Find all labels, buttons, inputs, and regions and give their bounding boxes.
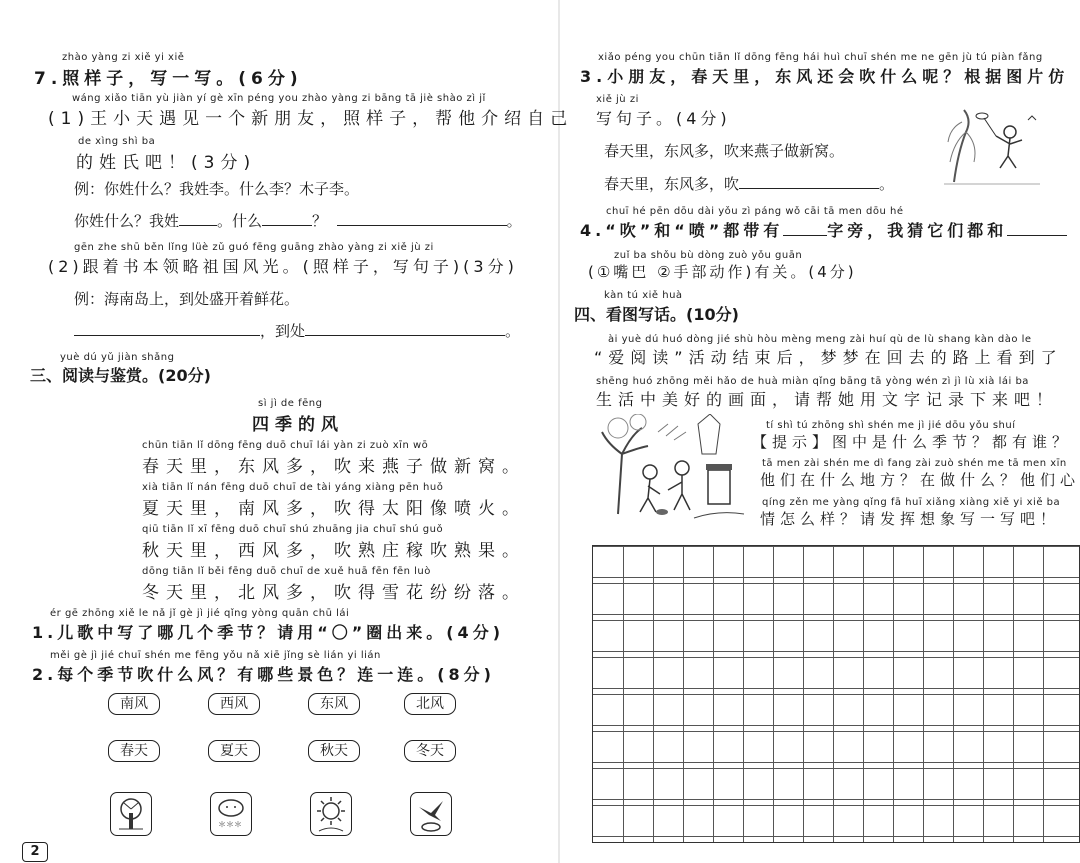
wind-box-east[interactable]: 东风	[308, 693, 360, 715]
q7-title: 7.照样子，写一写。(6分)	[34, 69, 303, 89]
q7-p1b-pinyin: de xìng shì ba	[78, 136, 156, 147]
sec4-title: 四、看图写话。(10分)	[574, 305, 739, 324]
blank-4[interactable]	[74, 321, 260, 336]
sec4-line2-pinyin: shēng huó zhōng měi hǎo de huà miàn qǐng bāng tā yòng wén zì jì lù xià lái ba	[596, 376, 1029, 387]
q3-text: 3.小朋友，春天里，东风还会吹什么呢？根据图片仿	[580, 67, 1070, 86]
sec4-line2: 生活中美好的画面，请帮她用文字记录下来吧！	[596, 390, 1059, 409]
season-box-autumn[interactable]: 秋天	[308, 740, 360, 762]
hint-line1: 【提示】图中是什么季节？都有谁？	[752, 433, 1073, 451]
page-number: 2	[22, 842, 48, 862]
q3-pinyin: xiǎo péng you chūn tiān lǐ dōng fēng hái huì chuī shén me ne gēn jù tú piàn fǎng	[598, 52, 1043, 63]
q4-pinyin: chuī hé pēn dōu dài yǒu zì páng wǒ cāi tā men dōu hé	[606, 206, 904, 217]
hint2-pinyin: tā men zài shén me dì fang zài zuò shén me tā men xīn	[762, 458, 1067, 469]
poem-line-2: 夏天里，南风多，吹得太阳像喷火。	[142, 499, 526, 519]
fill-line-1	[74, 210, 522, 231]
q4-blank-1[interactable]	[783, 221, 827, 236]
q7-p1b-text: 的姓氏吧！(3分)	[76, 153, 257, 173]
fill2-text-a: ，到处	[260, 322, 306, 340]
poem-title-pinyin: sì jì de fēng	[258, 398, 323, 409]
q3b-text: 写句子。(4分)	[596, 109, 731, 128]
q3b-pinyin: xiě jù zi	[596, 94, 639, 105]
q7-pinyin: zhào yàng zi xiě yi xiě	[62, 52, 185, 63]
example-2: 例：海南岛上，到处盛开着鲜花。	[74, 290, 300, 308]
fill2-text-b: 。	[505, 322, 521, 340]
poem-title: 四季的风	[252, 415, 344, 435]
swallow-icon[interactable]	[410, 792, 452, 836]
q2-pinyin: měi gè jì jié chuī shén me fēng yǒu nǎ xiē jǐng sè lián yi lián	[50, 650, 381, 661]
wind-box-west[interactable]: 西风	[208, 693, 260, 715]
tree-icon[interactable]	[110, 792, 152, 836]
poem-line-3: 秋天里，西风多，吹熟庄稼吹熟果。	[142, 541, 526, 561]
hint-pinyin: tí shì tú zhōng shì shén me jì jié dōu yǒu shuí	[766, 420, 1016, 431]
sec4-pinyin: kàn tú xiě huà	[604, 290, 683, 301]
season-box-summer[interactable]: 夏天	[208, 740, 260, 762]
q3-sentence-2	[604, 173, 894, 194]
blank-5[interactable]	[305, 321, 505, 336]
q7-p1-pinyin: wáng xiǎo tiān yù jiàn yí gè xīn péng you zhào yàng zi bāng tā jiè shào zì jǐ	[72, 93, 486, 104]
poem-line-4-pinyin: dōng tiān lǐ běi fēng duō chuī de xuě huā fēn fēn luò	[142, 566, 431, 577]
blank-3[interactable]	[337, 211, 507, 226]
sec3-title: 三、阅读与鉴赏。(20分)	[30, 366, 211, 385]
q1-text: 1.儿歌中写了哪几个季节？请用“〇”圈出来。(4分)	[32, 623, 505, 642]
fill1-text-a: 你姓什么？我姓	[74, 212, 180, 230]
fill-line-2	[74, 320, 520, 341]
hint-line2: 他们在什么地方？在做什么？他们心	[760, 471, 1080, 489]
reading-illustration	[598, 414, 748, 526]
sec4-line1: “爱阅读”活动结束后，梦梦在回去的路上看到了	[594, 348, 1063, 367]
writing-grid[interactable]	[592, 545, 1080, 843]
q4-text-a: 4.“吹”和“喷”都带有	[580, 221, 784, 240]
q4-options: (①嘴巴 ②手部动作)有关。(4分)	[588, 263, 857, 281]
snow-cloud-icon[interactable]	[210, 792, 252, 836]
q4-blank-2[interactable]	[1007, 221, 1067, 236]
poem-line-1: 春天里，东风多，吹来燕子做新窝。	[142, 457, 526, 477]
svg-text:＊＊＊: ＊＊＊	[218, 820, 242, 829]
hint3-pinyin: qíng zěn me yàng qǐng fā huī xiǎng xiàng xiě yi xiě ba	[762, 497, 1061, 508]
wind-box-north[interactable]: 北风	[404, 693, 456, 715]
fill1-text-c: ？	[312, 212, 328, 230]
wind-box-south[interactable]: 南风	[108, 693, 160, 715]
q3-sentence-2-end: 。	[879, 175, 895, 193]
q1-pinyin: ér gē zhōng xiě le nǎ jǐ gè jì jié qǐng yòng quān chū lái	[50, 608, 350, 619]
spring-kite-illustration	[944, 102, 1040, 188]
fill1-text-b: 。什么	[217, 212, 263, 230]
q4-options-pinyin: zuǐ ba shǒu bù dòng zuò yǒu guān	[614, 250, 803, 261]
poem-line-2-pinyin: xià tiān lǐ nán fēng duō chuī de tài yáng xiàng pēn huǒ	[142, 482, 444, 493]
q3-sentence-2-text: 春天里，东风多，吹	[604, 175, 740, 193]
q4-text-b: 字旁，我猜它们都和	[827, 221, 1008, 240]
q7-p2-text: (2)跟着书本领略祖国风光。(照样子，写句子)(3分)	[48, 257, 518, 276]
blank-2[interactable]	[262, 211, 312, 226]
q7-p1-text: (1)王小天遇见一个新朋友，照样子，帮他介绍自己	[48, 109, 574, 129]
q2-text: 2.每个季节吹什么风？有哪些景色？连一连。(8分)	[32, 665, 495, 684]
right-page	[560, 0, 1080, 863]
poem-line-1-pinyin: chūn tiān lǐ dōng fēng duō chuī lái yàn zi zuò xīn wō	[142, 440, 429, 451]
season-box-spring[interactable]: 春天	[108, 740, 160, 762]
q3-sentence-1: 春天里，东风多，吹来燕子做新窝。	[604, 142, 845, 160]
season-box-winter[interactable]: 冬天	[404, 740, 456, 762]
sec4-line1-pinyin: ài yuè dú huó dòng jié shù hòu mèng meng zài huí qù de lù shang kàn dào le	[608, 334, 1032, 345]
example-1: 例：你姓什么？我姓李。什么李？木子李。	[74, 180, 360, 198]
poem-line-4: 冬天里，北风多，吹得雪花纷纷落。	[142, 583, 526, 603]
sec3-pinyin: yuè dú yǔ jiàn shǎng	[60, 352, 175, 363]
q7-p2-pinyin: gēn zhe shū běn lǐng lüè zǔ guó fēng guāng zhào yàng zi xiě jù zi	[74, 242, 434, 253]
fill1-text-d: 。	[506, 212, 522, 230]
q3-blank[interactable]	[739, 174, 879, 189]
hint-line3: 情怎么样？请发挥想象写一写吧！	[760, 510, 1061, 528]
blank-1[interactable]	[179, 211, 217, 226]
poem-line-3-pinyin: qiū tiān lǐ xī fēng duō chuī shú zhuāng jia chuī shú guǒ	[142, 524, 444, 535]
q4-text	[580, 218, 1067, 241]
sun-icon[interactable]	[310, 792, 352, 836]
